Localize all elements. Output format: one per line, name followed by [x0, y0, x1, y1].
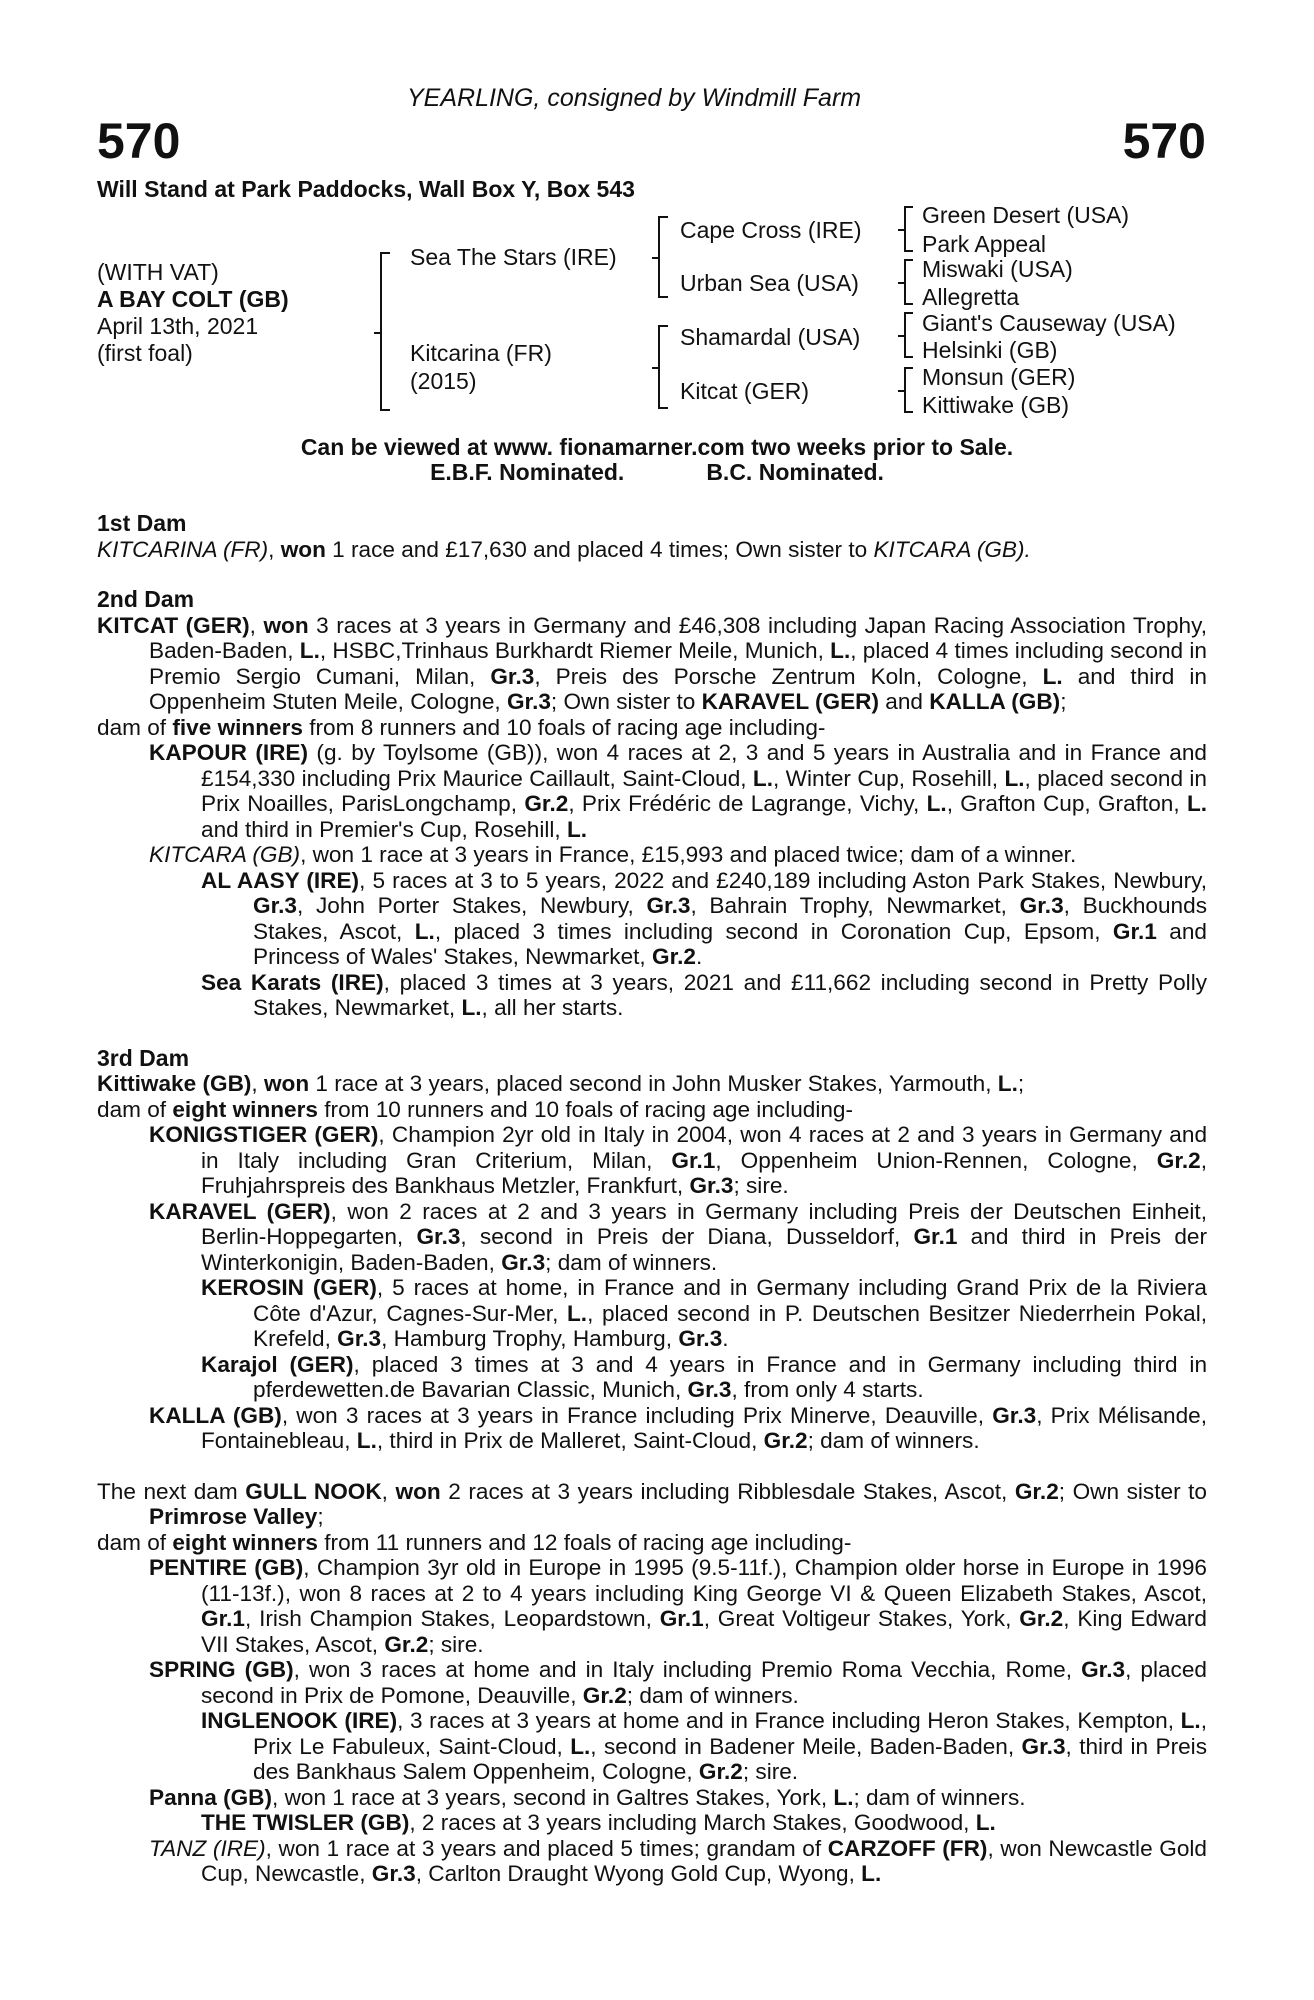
dam: Kitcarina (FR): [410, 340, 552, 366]
entry-kapour: KAPOUR (IRE) (g. by Toylsome (GB)), won 4 races at 2, 3 and 5 years in Australia and in France and £154,330 including Prix Maurice Caillault, Saint-Cloud, L., Winter Cup, Rosehill, L., placed second in Prix Noailles, ParisLongchamp, Gr.2, Prix Frédéric de Lagrange, Vichy, L., Grafton Cup, Grafton, L. and third in Premier's Cup, Rosehill, L.: [149, 740, 1208, 842]
entry-tanz: TANZ (IRE), won 1 race at 3 years and placed 5 times; grandam of CARZOFF (FR), won Newcastle Gold Cup, Newcastle, Gr.3, Carlton Draught Wyong Gold Cup, Wyong, L.: [149, 1835, 1207, 1886]
brace-dd: [904, 367, 913, 413]
second-dam-heading: 2nd Dam: [97, 586, 195, 612]
dam-sire: Shamardal (USA): [680, 324, 861, 350]
dss: Giant's Causeway (USA): [922, 310, 1176, 336]
lot-number-right: 570: [1122, 113, 1206, 169]
sire: Sea The Stars (IRE): [410, 244, 617, 270]
consignor-line: YEARLING, consigned by Windmill Farm: [407, 84, 862, 112]
brace-sire: [658, 216, 668, 298]
sire-dam: Urban Sea (USA): [680, 270, 859, 296]
third-dam-produce-summary: dam of eight winners from 10 runners and 10 foals of racing age including-: [97, 1096, 854, 1122]
first-dam-heading: 1st Dam: [97, 510, 187, 536]
brace-dam: [658, 325, 668, 409]
entry-sea-karats: Sea Karats (IRE), placed 3 times at 3 years, 2021 and £11,662 including second in Pretty Polly Stakes, Newmarket, L., all her starts.: [201, 969, 1208, 1020]
brace-sd: [904, 259, 913, 305]
ebf-nomination: E.B.F. Nominated.: [430, 459, 625, 485]
first-dam-entry: KITCARINA (FR), won 1 race and £17,630 and placed 4 times; Own sister to KITCARA (GB).: [97, 536, 1031, 562]
sss: Green Desert (USA): [922, 202, 1130, 228]
dsd: Helsinki (GB): [922, 337, 1058, 363]
second-dam-produce-summary: dam of five winners from 8 runners and 10 foals of racing age including-: [97, 714, 826, 740]
entry-kitcara: KITCARA (GB), won 1 race at 3 years in France, £15,993 and placed twice; dam of a winner.: [149, 842, 1077, 867]
dds: Monsun (GER): [922, 364, 1076, 390]
brace-ds: [904, 312, 913, 358]
lot-name: A BAY COLT (GB): [97, 286, 289, 312]
entry-the-twisler: THE TWISLER (GB), 2 races at 3 years including March Stakes, Goodwood, L.: [201, 1810, 996, 1835]
entry-konigstiger: KONIGSTIGER (GER), Champion 2yr old in Italy in 2004, won 4 races at 2 and 3 years in Germany and in Italy including Gran Criterium, Milan, Gr.1, Oppenheim Union-Rennen, Cologne, Gr.2, Fruhjahrspreis des Bankhaus Metzler, Frankfurt, Gr.3; sire.: [149, 1122, 1208, 1198]
next-dam-entry: The next dam GULL NOOK, won 2 races at 3 years including Ribblesdale Stakes, Ascot, Gr.2; Own sister to Primrose Valley;: [97, 1478, 1207, 1529]
sds: Miswaki (USA): [922, 256, 1073, 282]
brace-gen1: [380, 252, 390, 411]
entry-al-aasy: AL AASY (IRE), 5 races at 3 to 5 years, 2022 and £240,189 including Aston Park Stakes, Newbury, Gr.3, John Porter Stakes, Newbury, Gr.3, Bahrain Trophy, Newmarket, Gr.3, Buckhounds Stakes, Ascot, L., placed 3 times including second in Coronation Cup, Epsom, Gr.1 and Princess of Wales' Stakes, Newmarket, Gr.2.: [201, 867, 1207, 969]
dam-year: (2015): [410, 368, 477, 394]
foal-note: (first foal): [97, 340, 193, 366]
entry-karajol: Karajol (GER), placed 3 times at 3 and 4 years in France and in Germany including third in pferdewetten.de Bavarian Classic, Munich, Gr.3, from only 4 starts.: [201, 1351, 1208, 1402]
next-dam-produce-summary: dam of eight winners from 11 runners and 12 foals of racing age including-: [97, 1529, 852, 1555]
entry-kalla: KALLA (GB), won 3 races at 3 years in France including Prix Minerve, Deauville, Gr.3, Prix Mélisande, Fontainebleau, L., third in Prix de Malleret, Saint-Cloud, Gr.2; dam of winners.: [149, 1402, 1207, 1453]
foaling-date: April 13th, 2021: [97, 313, 259, 339]
stand-location: Will Stand at Park Paddocks, Wall Box Y, Box 543: [97, 176, 635, 202]
vat-note: (WITH VAT): [97, 259, 219, 285]
entry-inglenook: INGLENOOK (IRE), 3 races at 3 years at home and in France including Heron Stakes, Kempton, L., Prix Le Fabuleux, Saint-Cloud, L., second in Badener Meile, Baden-Baden, Gr.3, third in Preis des Bankhaus Salem Oppenheim, Cologne, Gr.2; sire.: [201, 1708, 1207, 1784]
lot-number-left: 570: [97, 113, 181, 169]
sire-sire: Cape Cross (IRE): [680, 217, 862, 243]
nominations-line: [0, 459, 1314, 486]
entry-spring: SPRING (GB), won 3 races at home and in Italy including Premio Roma Vecchia, Rome, Gr.3, placed second in Prix de Pomone, Deauville, Gr.2; dam of winners.: [149, 1657, 1207, 1708]
third-dam-entry: Kittiwake (GB), won 1 race at 3 years, placed second in John Musker Stakes, Yarmouth, L.;: [97, 1071, 1025, 1096]
entry-panna: Panna (GB), won 1 race at 3 years, second in Galtres Stakes, York, L.; dam of winners.: [149, 1784, 1026, 1810]
entry-pentire: PENTIRE (GB), Champion 3yr old in Europe in 1995 (9.5-11f.), Champion older horse in Europe in 1996 (11-13f.), won 8 races at 2 to 4 years including King George VI & Queen Elizabeth Stakes, Ascot, Gr.1, Irish Champion Stakes, Leopardstown, Gr.1, Great Voltigeur Stakes, York, Gr.2, King Edward VII Stakes, Ascot, Gr.2; sire.: [149, 1555, 1207, 1657]
third-dam-heading: 3rd Dam: [97, 1044, 190, 1071]
sdd: Allegretta: [922, 284, 1020, 310]
entry-kerosin: KEROSIN (GER), 5 races at home, in France and in Germany including Grand Prix de la Riviera Côte d'Azur, Cagnes-Sur-Mer, L., placed second in P. Deutschen Besitzer Niederrhein Pokal, Krefeld, Gr.3, Hamburg Trophy, Hamburg, Gr.3.: [201, 1275, 1207, 1351]
entry-karavel: KARAVEL (GER), won 2 races at 2 and 3 years in Germany including Preis der Deutschen Einheit, Berlin-Hoppegarten, Gr.3, second in Preis der Diana, Dusseldorf, Gr.1 and third in Preis der Winterkonigin, Baden-Baden, Gr.3; dam of winners.: [149, 1198, 1207, 1275]
dam-dam: Kitcat (GER): [680, 378, 810, 404]
ssd: Park Appeal: [922, 231, 1047, 257]
produce-record: [97, 511, 1207, 1887]
second-dam-entry: KITCAT (GER), won 3 races at 3 years in Germany and £46,308 including Japan Racing Association Trophy, Baden-Baden, L., HSBC,Trinhaus Burkhardt Riemer Meile, Munich, L., placed 4 times including second in Premio Sergio Cumani, Milan, Gr.3, Preis des Porsche Zentrum Koln, Cologne, L. and third in Oppenheim Stuten Meile, Cologne, Gr.3; Own sister to KARAVEL (GER) and KALLA (GB);: [97, 612, 1207, 714]
ddd: Kittiwake (GB): [922, 392, 1069, 418]
bc-nomination: B.C. Nominated.: [706, 459, 884, 485]
viewing-notice: Can be viewed at www. fionamarner.com two weeks prior to Sale.: [300, 434, 1014, 460]
brace-ss: [904, 206, 913, 252]
